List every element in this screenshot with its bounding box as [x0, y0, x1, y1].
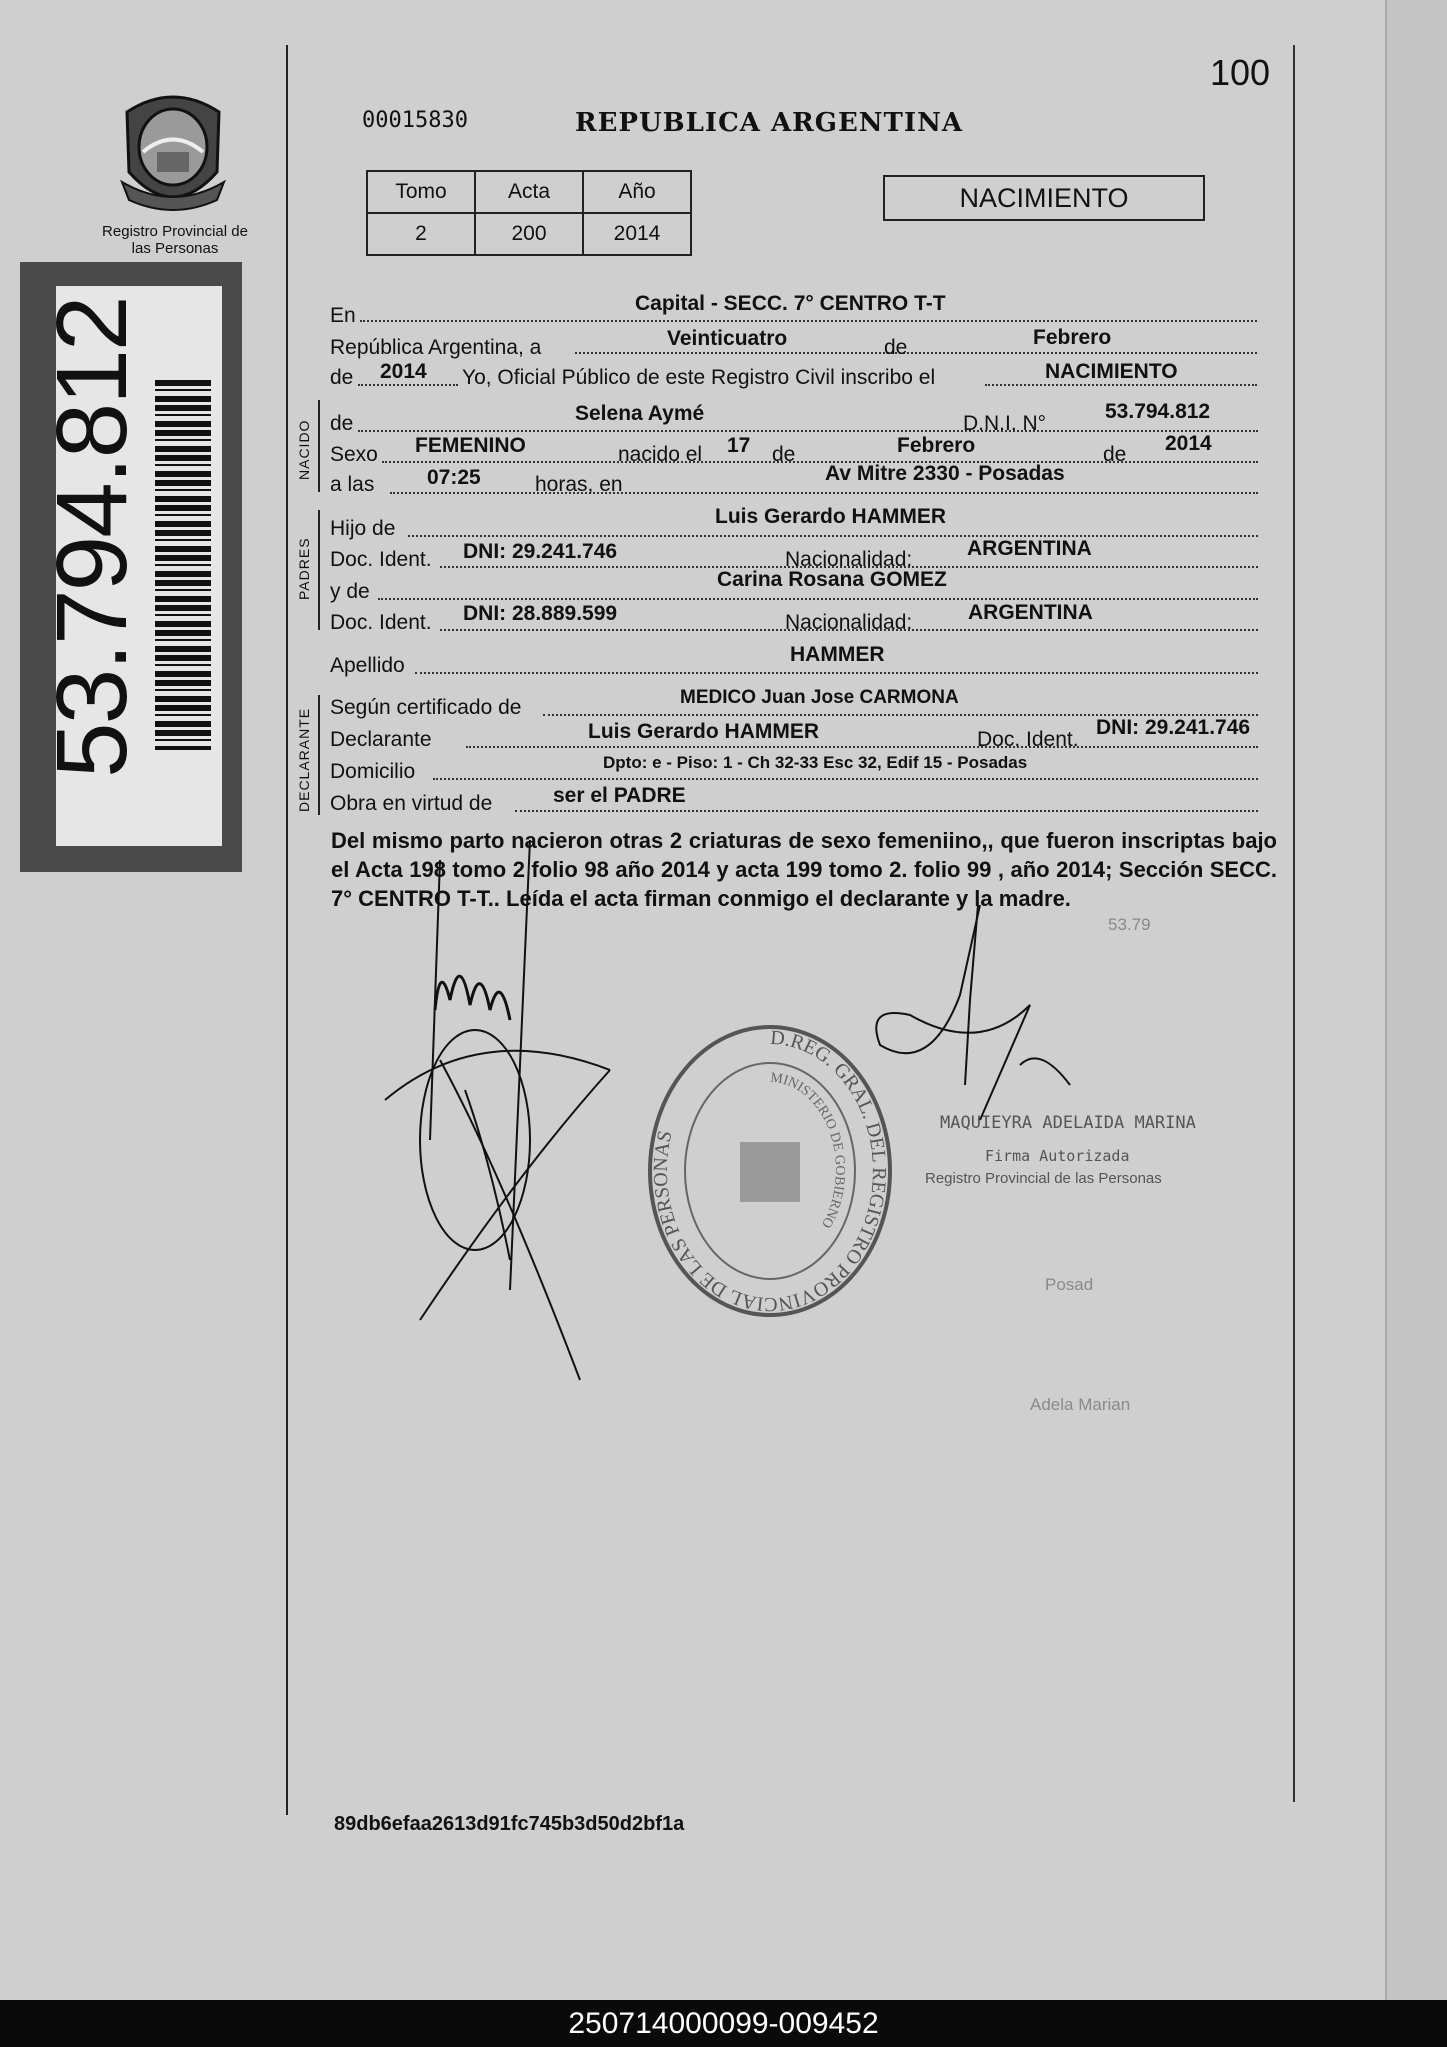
value-mes-nacimiento: Febrero — [897, 434, 976, 457]
paper-edge — [1385, 0, 1447, 2000]
province-coat-of-arms-logo — [117, 92, 229, 214]
record-table-header-row — [367, 171, 691, 213]
label-obra: Obra en virtud de — [330, 792, 493, 815]
label-segun: Según certificado de — [330, 696, 522, 719]
section-label-nacido: NACIDO — [296, 419, 312, 480]
label-hijo-de: Hijo de — [330, 517, 396, 540]
label-nacionalidad2: Nacionalidad: — [785, 611, 913, 634]
header-anio: Año — [583, 171, 691, 213]
label-apellido: Apellido — [330, 654, 405, 677]
section-label-padres: PADRES — [296, 537, 312, 600]
label-republica: República Argentina, a — [330, 336, 542, 359]
seal-ring-text: D.REG. GRAL. DEL REGISTRO PROVINCIAL DE LAS PERSONAS — [649, 1026, 891, 1316]
value-dia-nacimiento: 17 — [727, 434, 751, 457]
dotted-line — [515, 810, 1258, 812]
left-margin-line — [286, 45, 288, 1815]
dotted-line — [466, 746, 1258, 748]
document-hash: 89db6efaa2613d91fc745b3d50d2bf1a — [334, 1813, 685, 1835]
value-lugar: Capital - SECC. 7° CENTRO T-T — [635, 292, 946, 315]
side-stamp-number: 53.794.812 — [36, 297, 148, 778]
label-horas-en: horas, en — [535, 473, 623, 496]
value-padre-dni: DNI: 29.241.746 — [463, 540, 618, 563]
record-table — [366, 170, 692, 256]
header-acta: Acta — [475, 171, 583, 213]
value-anio-nacimiento: 2014 — [1165, 432, 1212, 455]
label-doc-ident1: Doc. Ident. — [330, 548, 432, 571]
dotted-line — [382, 461, 1258, 463]
label-de-anio: de — [330, 366, 354, 389]
label-doc-ident2: Doc. Ident. — [330, 611, 432, 634]
dotted-line — [985, 384, 1257, 386]
seal-inner-text: MINISTERIO DE GOBIERNO — [769, 1070, 847, 1231]
dotted-line — [378, 598, 1258, 600]
value-domicilio: Dpto: e - Piso: 1 - Ch 32-33 Esc 32, Edif 15 - Posadas — [603, 753, 1028, 772]
right-margin-line — [1293, 45, 1295, 1802]
note-paragraph: Del mismo parto nacieron otras 2 criaturas de sexo femeniino,, que fueron inscriptas bajo el Acta 198 tomo 2 folio 98 año 2014 y acta 199 tomo 2. folio 99 , año 2014; Sección SECC. 7° CENTRO T-T.. Leída el acta firman conmigo el declarante y la madre. — [331, 828, 1277, 911]
label-en: En — [330, 304, 356, 327]
value-apellido: HAMMER — [790, 643, 885, 666]
value-madre: Carina Rosana GOMEZ — [717, 568, 947, 591]
dotted-line — [360, 320, 1257, 322]
label-nacido-el: nacido el — [618, 443, 703, 466]
section-bracket — [318, 510, 320, 630]
value-hora: 07:25 — [427, 466, 481, 489]
dotted-line — [433, 778, 1258, 780]
document-title: REPUBLICA ARGENTINA — [575, 108, 964, 138]
serial-number: 00015830 — [362, 108, 468, 133]
dotted-line — [390, 492, 1258, 494]
label-doc-ident3: Doc. Ident. — [977, 728, 1079, 751]
value-madre-dni: DNI: 28.889.599 — [463, 602, 618, 625]
dotted-line — [358, 430, 1258, 432]
section-bracket — [318, 400, 320, 492]
value-anio: 2014 — [583, 213, 691, 255]
official-stamp-name: MAQUIEYRA ADELAIDA MARINA — [940, 1113, 1196, 1133]
value-acta: 200 — [475, 213, 583, 255]
label-sexo: Sexo — [330, 443, 378, 466]
ghost-text: Posad — [1045, 1275, 1094, 1294]
value-declarante-dni: DNI: 29.241.746 — [1096, 716, 1251, 739]
value-tomo: 2 — [367, 213, 475, 255]
label-dni: D.N.I. N° — [963, 412, 1047, 435]
ghost-text: Adela Marian — [1030, 1395, 1131, 1414]
value-mes-registro: Febrero — [1033, 326, 1112, 349]
label-de-nombre: de — [330, 412, 354, 435]
value-padre-nacionalidad: ARGENTINA — [967, 537, 1092, 560]
value-declarante: Luis Gerardo HAMMER — [588, 720, 820, 743]
ghost-text: 53.79 — [1108, 915, 1151, 934]
barcode — [155, 380, 211, 750]
value-acto: NACIMIENTO — [1045, 360, 1178, 383]
label-declarante: Declarante — [330, 728, 432, 751]
official-stamp-registry: Registro Provincial de las Personas — [925, 1170, 1162, 1187]
dotted-line — [358, 384, 458, 386]
label-de-dia: de — [772, 443, 796, 466]
value-anio-registro: 2014 — [380, 360, 427, 383]
header-tomo: Tomo — [367, 171, 475, 213]
official-stamp-role: Firma Autorizada — [985, 1147, 1130, 1165]
label-domicilio: Domicilio — [330, 760, 416, 783]
dotted-line — [408, 535, 1258, 537]
document-type-box: NACIMIENTO — [883, 175, 1205, 221]
section-label-declarante: DECLARANTE — [296, 707, 312, 812]
value-certificado: MEDICO Juan Jose CARMONA — [680, 687, 959, 708]
footer-code-bar: 250714000099-009452 — [0, 2000, 1447, 2047]
section-bracket — [318, 695, 320, 815]
label-y-de: y de — [330, 580, 370, 603]
label-nacionalidad1: Nacionalidad: — [785, 548, 913, 571]
value-dni: 53.794.812 — [1105, 400, 1211, 423]
value-dia-registro: Veinticuatro — [667, 327, 788, 350]
page-number: 100 — [1210, 52, 1271, 93]
value-padre: Luis Gerardo HAMMER — [715, 505, 947, 528]
dotted-line — [575, 352, 1257, 354]
record-table-value-row — [367, 213, 691, 255]
mother-signature — [870, 905, 1100, 1145]
logo-caption: Registro Provincial de las Personas — [102, 223, 248, 257]
value-obra: ser el PADRE — [553, 784, 686, 807]
value-sexo: FEMENINO — [415, 434, 526, 457]
label-de-anio2: de — [1103, 443, 1127, 466]
label-de-mes: de — [884, 336, 908, 359]
registry-seal — [645, 1022, 895, 1320]
declarant-signature — [380, 840, 620, 1400]
value-nombre: Selena Aymé — [575, 402, 705, 425]
label-oficial: Yo, Oficial Público de este Registro Civil inscribo el — [462, 366, 936, 389]
value-lugar-nacimiento: Av Mitre 2330 - Posadas — [825, 462, 1065, 485]
dotted-line — [415, 672, 1258, 674]
label-a-las: a las — [330, 473, 375, 496]
value-madre-nacionalidad: ARGENTINA — [968, 601, 1093, 624]
